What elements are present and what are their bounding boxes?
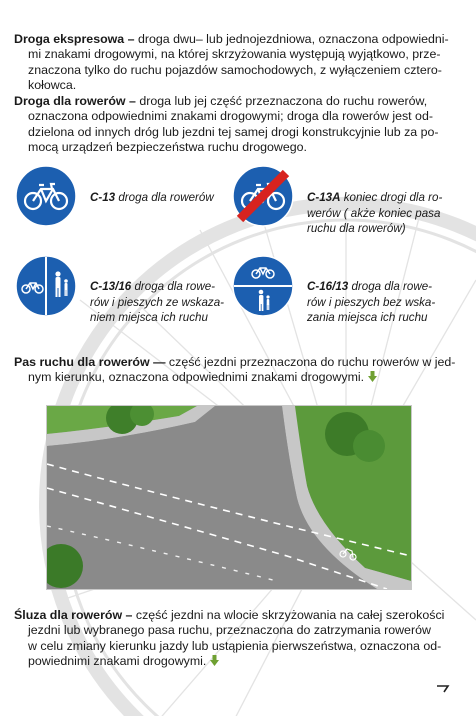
text-line: nym kierunku, oznaczona odpowiednimi znakami drogowymi. [28, 370, 365, 385]
down-arrow-icon [210, 655, 219, 666]
caption-c16-13 [307, 279, 449, 326]
sign-description: ruchu dla rowerów) [307, 222, 406, 236]
down-arrow-icon [368, 371, 377, 382]
text-line: droga lub jej część przeznaczona do ruchu rowerów, [135, 94, 428, 108]
sign-description: werów ( akże koniec pasa [307, 206, 441, 220]
paragraph-bike-path [14, 94, 462, 156]
paragraph-expressway [14, 32, 462, 94]
text-line: część jezdni przeznaczona do ruchu rowerów w jed- [165, 355, 456, 369]
text-line: mi znakami drogowymi, na której skrzyżowania występują wyjątkowo, prze- [28, 47, 441, 62]
text-line: jezdni lub wybranego pasa ruchu, przeznaczona do zatrzymania rowerów [28, 623, 431, 638]
sign-c13-16-icon [15, 255, 77, 317]
paragraph-bike-box [14, 608, 462, 670]
sign-c13-icon [15, 165, 77, 227]
term-bike-lane: Pas ruchu dla rowerów — [14, 355, 166, 369]
text-line: kołowca. [28, 78, 77, 93]
sign-c13a-icon [232, 165, 294, 227]
text-line: dzielona od innych dróg lub jezdni tej samej drogi konstrukcyjnie lub za po- [28, 124, 439, 139]
sign-code: C-13 [90, 191, 116, 204]
text-line: powiednimi znakami drogowymi. [28, 654, 207, 669]
term-bike-box: Śluza dla rowerów – [14, 608, 133, 622]
text-line: droga dwu– lub jednojezdniowa, oznaczona odpowiedni- [134, 32, 449, 46]
text-line: w celu zmiany kierunku jazdy lub ustąpienia pierwszeństwa, oznaczona od- [28, 638, 442, 653]
text-line: część jezdni na wlocie skrzyżowania na całej szerokości [132, 608, 445, 622]
caption-c13a [307, 190, 449, 237]
text-line: oznaczona odpowiednimi znakami drogowymi; droga dla rowerów jest od- [28, 109, 433, 124]
sign-description: zania miejsca ich ruchu [307, 311, 428, 325]
sign-c16-13-icon [232, 255, 294, 317]
sign-code: C-13A [307, 191, 341, 204]
sign-description: droga dla rowe- [131, 280, 216, 293]
sign-description: droga dla rowerów [115, 191, 214, 204]
term-expressway: Droga ekspresowa – [14, 32, 135, 46]
sign-code: C-16/13 [307, 280, 349, 293]
sign-description: niem miejsca ich ruchu [90, 311, 208, 325]
sign-description: rów i pieszych bez wska- [307, 295, 436, 309]
page-corner-mark-icon [436, 683, 450, 693]
term-bike-path: Droga dla rowerów – [14, 94, 136, 108]
sign-description: droga dla rowe- [348, 280, 433, 293]
caption-c13 [90, 190, 230, 206]
caption-c13-16 [90, 279, 228, 326]
paragraph-bike-lane [14, 355, 462, 386]
text-line: mocą urządzeń bezpieczeństwa ruchu drogowego. [28, 140, 307, 155]
sign-description: rów i pieszych ze wskaza- [90, 295, 225, 309]
bike-lane-intersection-illustration [46, 405, 412, 590]
sign-description: koniec drogi dla ro- [340, 191, 443, 204]
sign-code: C-13/16 [90, 280, 132, 293]
text-line: znaczona tylko do ruchu pojazdów samochodowych, z wyłączeniem cztero- [28, 62, 442, 77]
